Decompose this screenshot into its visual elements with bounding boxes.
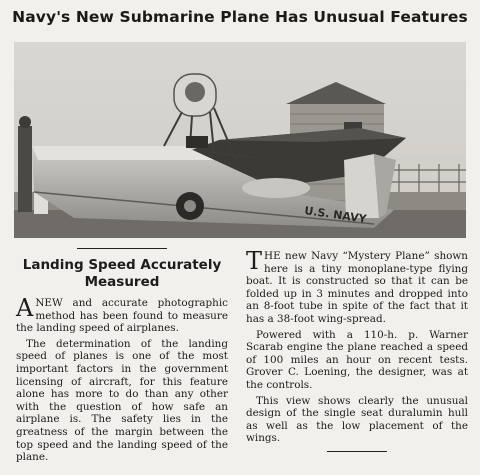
landing-speed-paragraph-1: [16, 294, 228, 335]
right-article-column: [246, 247, 468, 452]
submarine-plane-photo: [14, 42, 466, 238]
landing-speed-subhead: [16, 257, 228, 291]
page-headline: Navy's New Submarine Plane Has Unusual Features: [12, 8, 468, 26]
drop-cap-a: A: [16, 294, 34, 322]
landing-speed-paragraph-2: The determination of the landing speed of planes is one of the most important factors in the government licensing of aircraft, for this feature alone has more to do than any other with the question of how safe an airplane is. The safety lies in the greatness of the margin between the top speed and the landing speed of the plane.: [16, 337, 228, 464]
subhead-line-2: Measured: [84, 274, 160, 290]
mystery-plane-text-1: HE new Navy “Mystery Plane” shown here is a tiny monoplane-type flying boat. It is constructed so that it can be folded up in 3 minutes and dropped into an 8-foot tube in spite of the fact that it has a 38-foot wing-spread.: [246, 250, 468, 325]
mystery-plane-paragraph-3: This view shows clearly the unusual design of the single seat duralumin hull as well as the low placement of the wings.: [246, 394, 468, 445]
subhead-line-1: Landing Speed Accurately: [22, 257, 222, 273]
drop-cap-t: T: [246, 247, 263, 275]
mystery-plane-paragraph-1: [246, 247, 468, 326]
paragraph-1-text: NEW and accurate photographic method has been found to measure the landing speed of airplanes.: [16, 297, 228, 335]
hull-marking: U.S. NAVY: [303, 204, 368, 226]
photo-illustration: [14, 42, 466, 238]
mystery-plane-paragraph-2: Powered with a 110-h. p. Warner Scarab engine the plane reached a speed of 100 miles an hour on recent tests. Grover C. Loening, the designer, was at the controls.: [246, 328, 468, 391]
left-article-column: [16, 248, 228, 467]
section-rule: [77, 248, 167, 249]
article-end-rule: [327, 451, 387, 452]
